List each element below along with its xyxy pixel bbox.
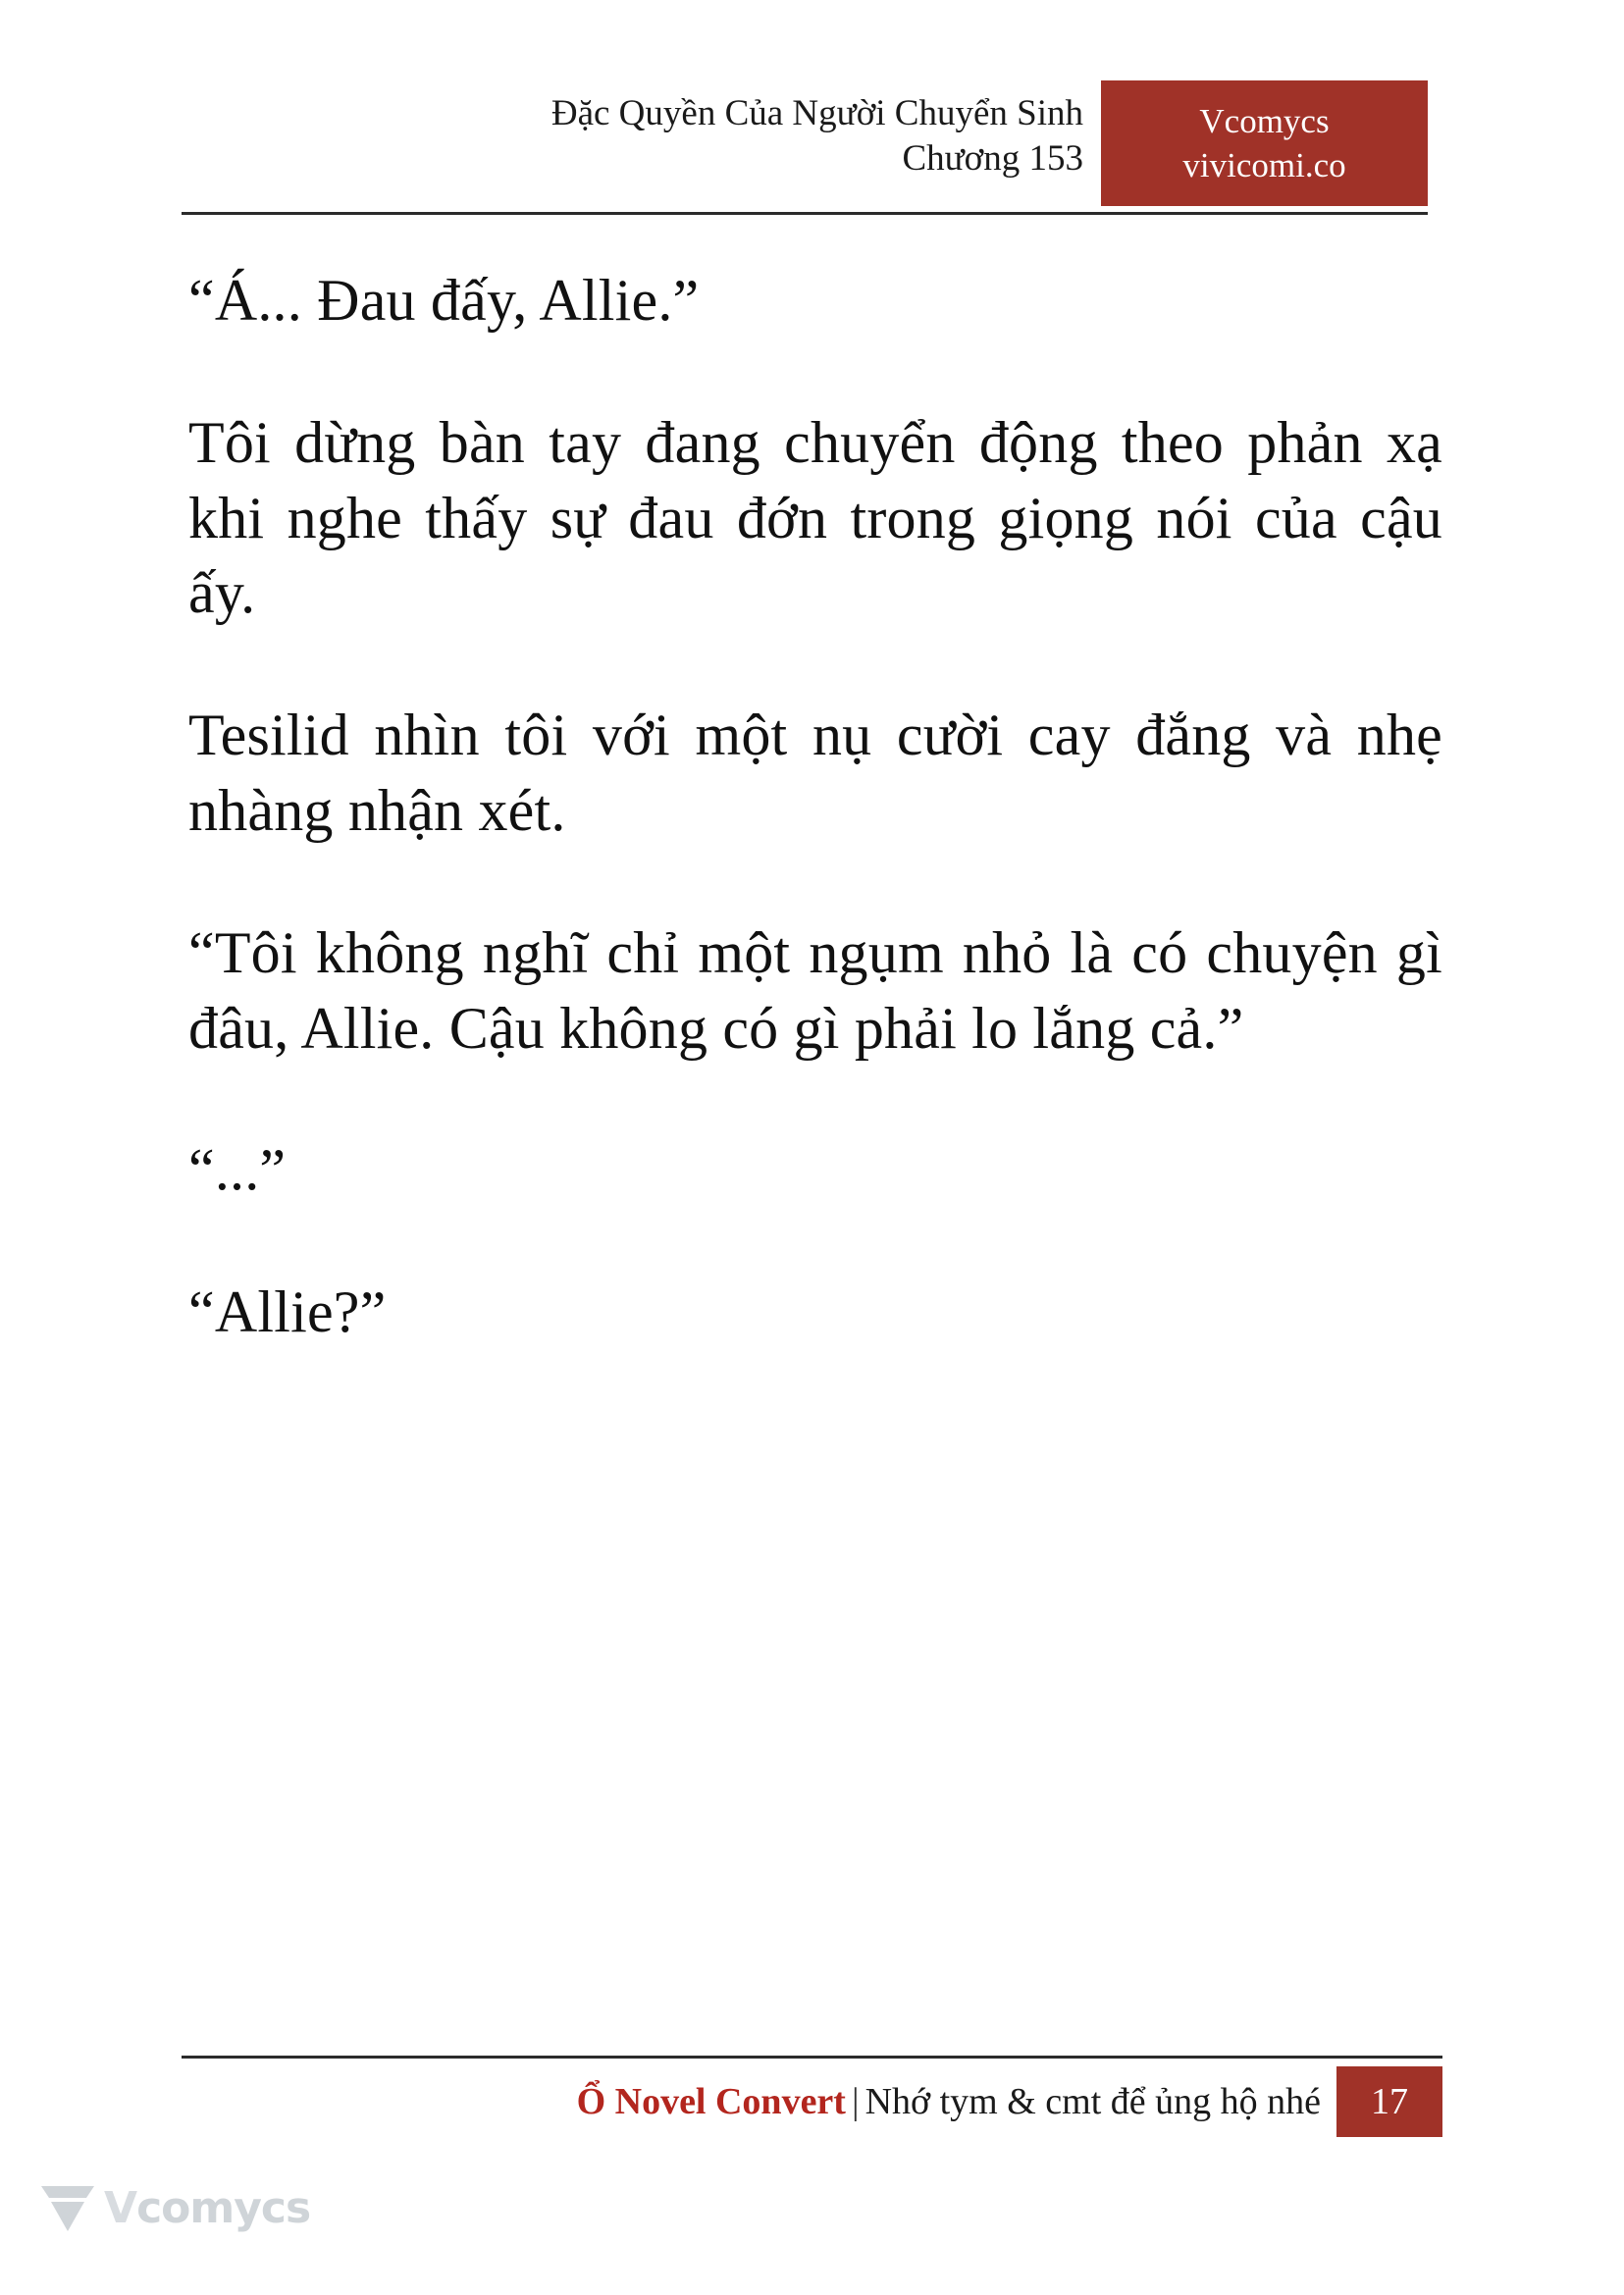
footer-brand: Ổ Novel Convert bbox=[576, 2081, 846, 2122]
paragraph: “Tôi không nghĩ chỉ một ngụm nhỏ là có chuyện gì đâu, Allie. Cậu không có gì phải lo lắng cả.” bbox=[188, 919, 1442, 1061]
site-badge-url: vivicomi.co bbox=[1182, 146, 1346, 184]
book-title: Đặc Quyền Của Người Chuyển Sinh bbox=[550, 93, 1083, 133]
page-header bbox=[182, 83, 1428, 221]
watermark-text-rest: comycs bbox=[136, 2182, 311, 2233]
watermark-text bbox=[104, 2183, 310, 2233]
chapter-label: Chương 153 bbox=[902, 138, 1083, 180]
paragraph: Tôi dừng bàn tay đang chuyển động theo phản xạ khi nghe thấy sự đau đớn trong giọng nói của cậu ấy. bbox=[188, 409, 1442, 626]
page-footer bbox=[182, 2056, 1442, 2137]
paragraph: “...” bbox=[188, 1137, 287, 1203]
paragraph: “Allie?” bbox=[188, 1279, 387, 1345]
watermark-text-v: V bbox=[104, 2182, 137, 2233]
paragraph: “Á... Đau đấy, Allie.” bbox=[188, 268, 700, 333]
footer-separator: | bbox=[851, 2081, 860, 2122]
page-number-badge: 17 bbox=[1336, 2066, 1442, 2137]
site-badge bbox=[1101, 80, 1428, 206]
page-content bbox=[188, 263, 1442, 1350]
site-badge-name: Vcomycs bbox=[1199, 101, 1330, 140]
header-titles bbox=[182, 83, 1101, 206]
footer-note: Nhớ tym & cmt để ủng hộ nhé bbox=[864, 2081, 1321, 2122]
vcomycs-mark-icon bbox=[39, 2180, 96, 2235]
paragraph: Tesilid nhìn tôi với một nụ cười cay đắng và nhẹ nhàng nhận xét. bbox=[188, 703, 1442, 843]
header-divider bbox=[182, 212, 1428, 215]
footer-credit bbox=[577, 2080, 1321, 2123]
watermark-logo bbox=[39, 2168, 310, 2247]
